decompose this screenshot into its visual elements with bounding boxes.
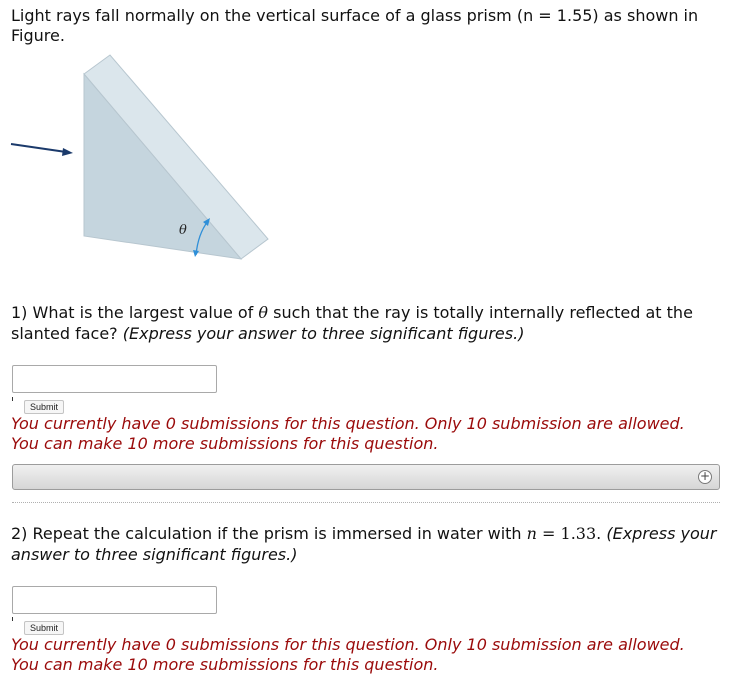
q2-math-equation: = 1.33 bbox=[536, 524, 597, 543]
q2-input-mark bbox=[12, 617, 13, 621]
section-divider bbox=[12, 502, 720, 503]
q2-number: 2) bbox=[11, 524, 28, 543]
q1-submit-button[interactable]: Submit bbox=[24, 400, 64, 414]
q1-text-a: What is the largest value of bbox=[32, 303, 254, 322]
q2-text-b: . bbox=[596, 524, 602, 543]
question-1 bbox=[11, 302, 731, 344]
prism-front-face bbox=[84, 74, 241, 259]
q1-status-line-2: You can make 10 more submissions for this question. bbox=[11, 434, 439, 453]
plus-icon[interactable]: + bbox=[699, 469, 711, 483]
q1-status-line-1: You currently have 0 submissions for this question. Only 10 submission are allowed. bbox=[11, 414, 685, 433]
q2-math-variable: n bbox=[526, 524, 537, 543]
q2-submit-button[interactable]: Submit bbox=[24, 621, 64, 635]
q1-status bbox=[11, 414, 731, 454]
prism-figure bbox=[0, 48, 300, 272]
q2-instruction: (Express your answer to three significant figures.) bbox=[11, 524, 717, 564]
q1-text-b: such that the ray is totally internally reflected at the slanted face? bbox=[11, 303, 693, 343]
q2-text-a: Repeat the calculation if the prism is immersed in water with bbox=[32, 524, 522, 543]
q1-instruction: (Express your answer to three significant figures.) bbox=[122, 324, 525, 343]
q2-status-line-2: You can make 10 more submissions for this question. bbox=[11, 655, 439, 674]
q1-number: 1) bbox=[11, 303, 28, 322]
question-2 bbox=[11, 523, 731, 565]
q1-theta-symbol: θ bbox=[258, 303, 269, 322]
q2-status-line-1: You currently have 0 submissions for this question. Only 10 submission are allowed. bbox=[11, 635, 685, 654]
problem-statement: Light rays fall normally on the vertical surface of a glass prism (n = 1.55) as shown in Figure. bbox=[11, 6, 699, 45]
angle-arc-head-bottom bbox=[193, 250, 199, 257]
angle-theta-label: θ bbox=[179, 223, 187, 238]
ray-arrowhead bbox=[62, 148, 73, 156]
hint-toggle-bar[interactable] bbox=[12, 464, 720, 490]
incident-ray bbox=[11, 144, 66, 152]
prism-diagram bbox=[0, 48, 300, 268]
q1-input-mark bbox=[12, 397, 13, 401]
q2-status bbox=[11, 635, 731, 675]
q1-answer-input[interactable] bbox=[12, 365, 217, 393]
q2-answer-input[interactable] bbox=[12, 586, 217, 614]
